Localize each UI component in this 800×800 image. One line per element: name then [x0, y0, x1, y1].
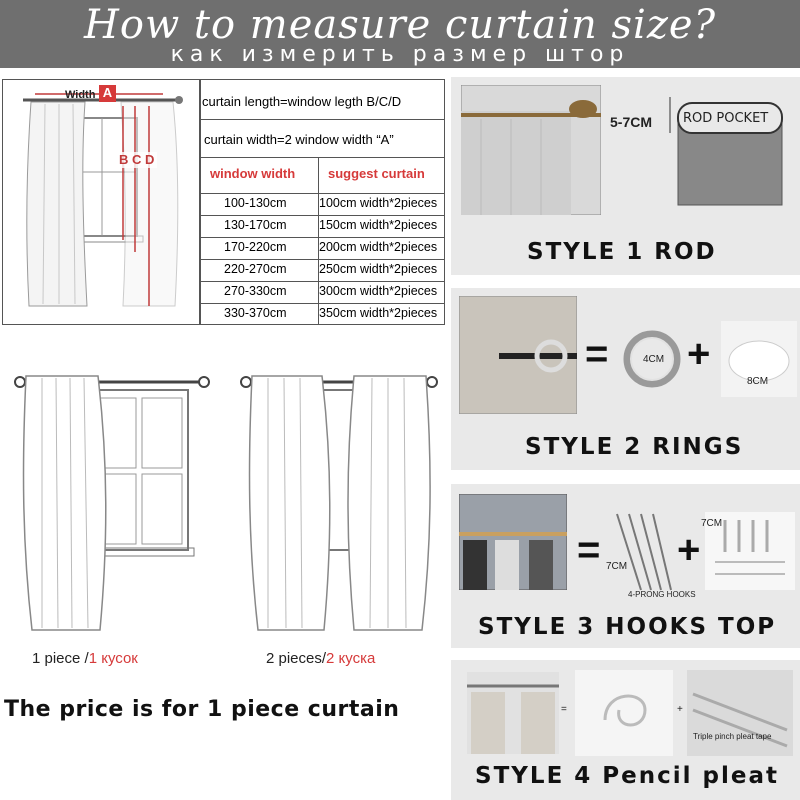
table-header-window-width: window width [200, 157, 319, 194]
pencil-pleat-photo [467, 672, 559, 754]
style-1-label: STYLE 1 ROD [527, 239, 717, 265]
table-cell-window-width: 100-130cm [200, 193, 319, 216]
equals-sign: = [561, 704, 567, 715]
table-cell-suggest: 100cm width*2pieces [318, 193, 445, 216]
caption-one-piece-ru: 1 кусок [88, 650, 138, 667]
rod-pocket-label: ROD POCKET [683, 111, 769, 126]
size-table [200, 157, 445, 325]
plus-sign: + [677, 528, 701, 572]
rings-photo [459, 296, 577, 414]
width-label: Width [65, 89, 96, 101]
marker-c: C [132, 152, 142, 167]
table-cell-window-width: 270-330cm [200, 281, 319, 304]
length-rule: curtain length=window legth B/C/D [202, 94, 402, 109]
pleat-tape-name: Triple pinch pleat tape [693, 732, 772, 741]
pleat-tape-photo [687, 670, 793, 756]
rod-pocket-photo [461, 85, 601, 215]
hook-name: 4-PRONG HOOKS [628, 590, 696, 599]
style-2-label: STYLE 2 RINGS [525, 434, 744, 460]
plus-sign: + [687, 332, 711, 376]
table-cell-suggest: 200cm width*2pieces [318, 237, 445, 260]
marker-a: A [99, 85, 116, 102]
table-cell-window-width: 130-170cm [200, 215, 319, 238]
two-pieces-illustration [238, 362, 448, 642]
caption-one-piece [32, 650, 138, 667]
table-cell-window-width: 170-220cm [200, 237, 319, 260]
equals-sign: = [585, 332, 609, 376]
one-piece-illustration [8, 362, 218, 642]
ring-size: 4CM [643, 354, 665, 365]
table-cell-suggest: 150cm width*2pieces [318, 215, 445, 238]
style-3-panel [451, 484, 800, 648]
width-rule-row [200, 119, 445, 158]
style-4-label: STYLE 4 Pencil pleat [475, 763, 779, 789]
rod-size: 5-7CM [610, 114, 653, 130]
caption-one-piece-en: 1 piece / [32, 650, 89, 667]
table-header-suggest-curtain: suggest curtain [318, 157, 445, 194]
window-curtain-drawing [3, 80, 199, 324]
style-3-label: STYLE 3 HOOKS TOP [478, 614, 777, 640]
header-banner [0, 0, 800, 68]
hook-size: 7CM [606, 561, 628, 572]
width-rule: curtain width=2 window width “A” [204, 132, 394, 147]
style-1-panel [451, 77, 800, 275]
hook-size-2: 7CM [701, 518, 723, 529]
caption-two-pieces [266, 650, 375, 667]
table-cell-window-width: 220-270cm [200, 259, 319, 282]
marker-b: B [119, 152, 129, 167]
caption-two-pieces-en: 2 pieces/ [266, 650, 327, 667]
table-cell-suggest: 350cm width*2pieces [318, 303, 445, 325]
caption-two-pieces-ru: 2 куска [326, 650, 376, 667]
measurement-diagram [2, 79, 200, 325]
hook-diagram [611, 510, 675, 594]
style-4-panel [451, 660, 800, 800]
page-title: How to measure curtain size? [83, 2, 717, 48]
table-cell-suggest: 300cm width*2pieces [318, 281, 445, 304]
pleat-hook-photo [575, 670, 673, 756]
marker-d: D [145, 152, 155, 167]
page-subtitle: как измерить размер штор [170, 42, 630, 67]
table-cell-window-width: 330-370cm [200, 303, 319, 325]
equals-sign: = [577, 528, 601, 572]
table-cell-suggest: 250cm width*2pieces [318, 259, 445, 282]
length-rule-row [200, 79, 445, 120]
hooks-photo [459, 494, 567, 590]
price-note: The price is for 1 piece curtain [4, 697, 400, 722]
tape-size: 8CM [747, 376, 769, 387]
plus-sign: + [677, 704, 683, 715]
style-2-panel [451, 288, 800, 470]
